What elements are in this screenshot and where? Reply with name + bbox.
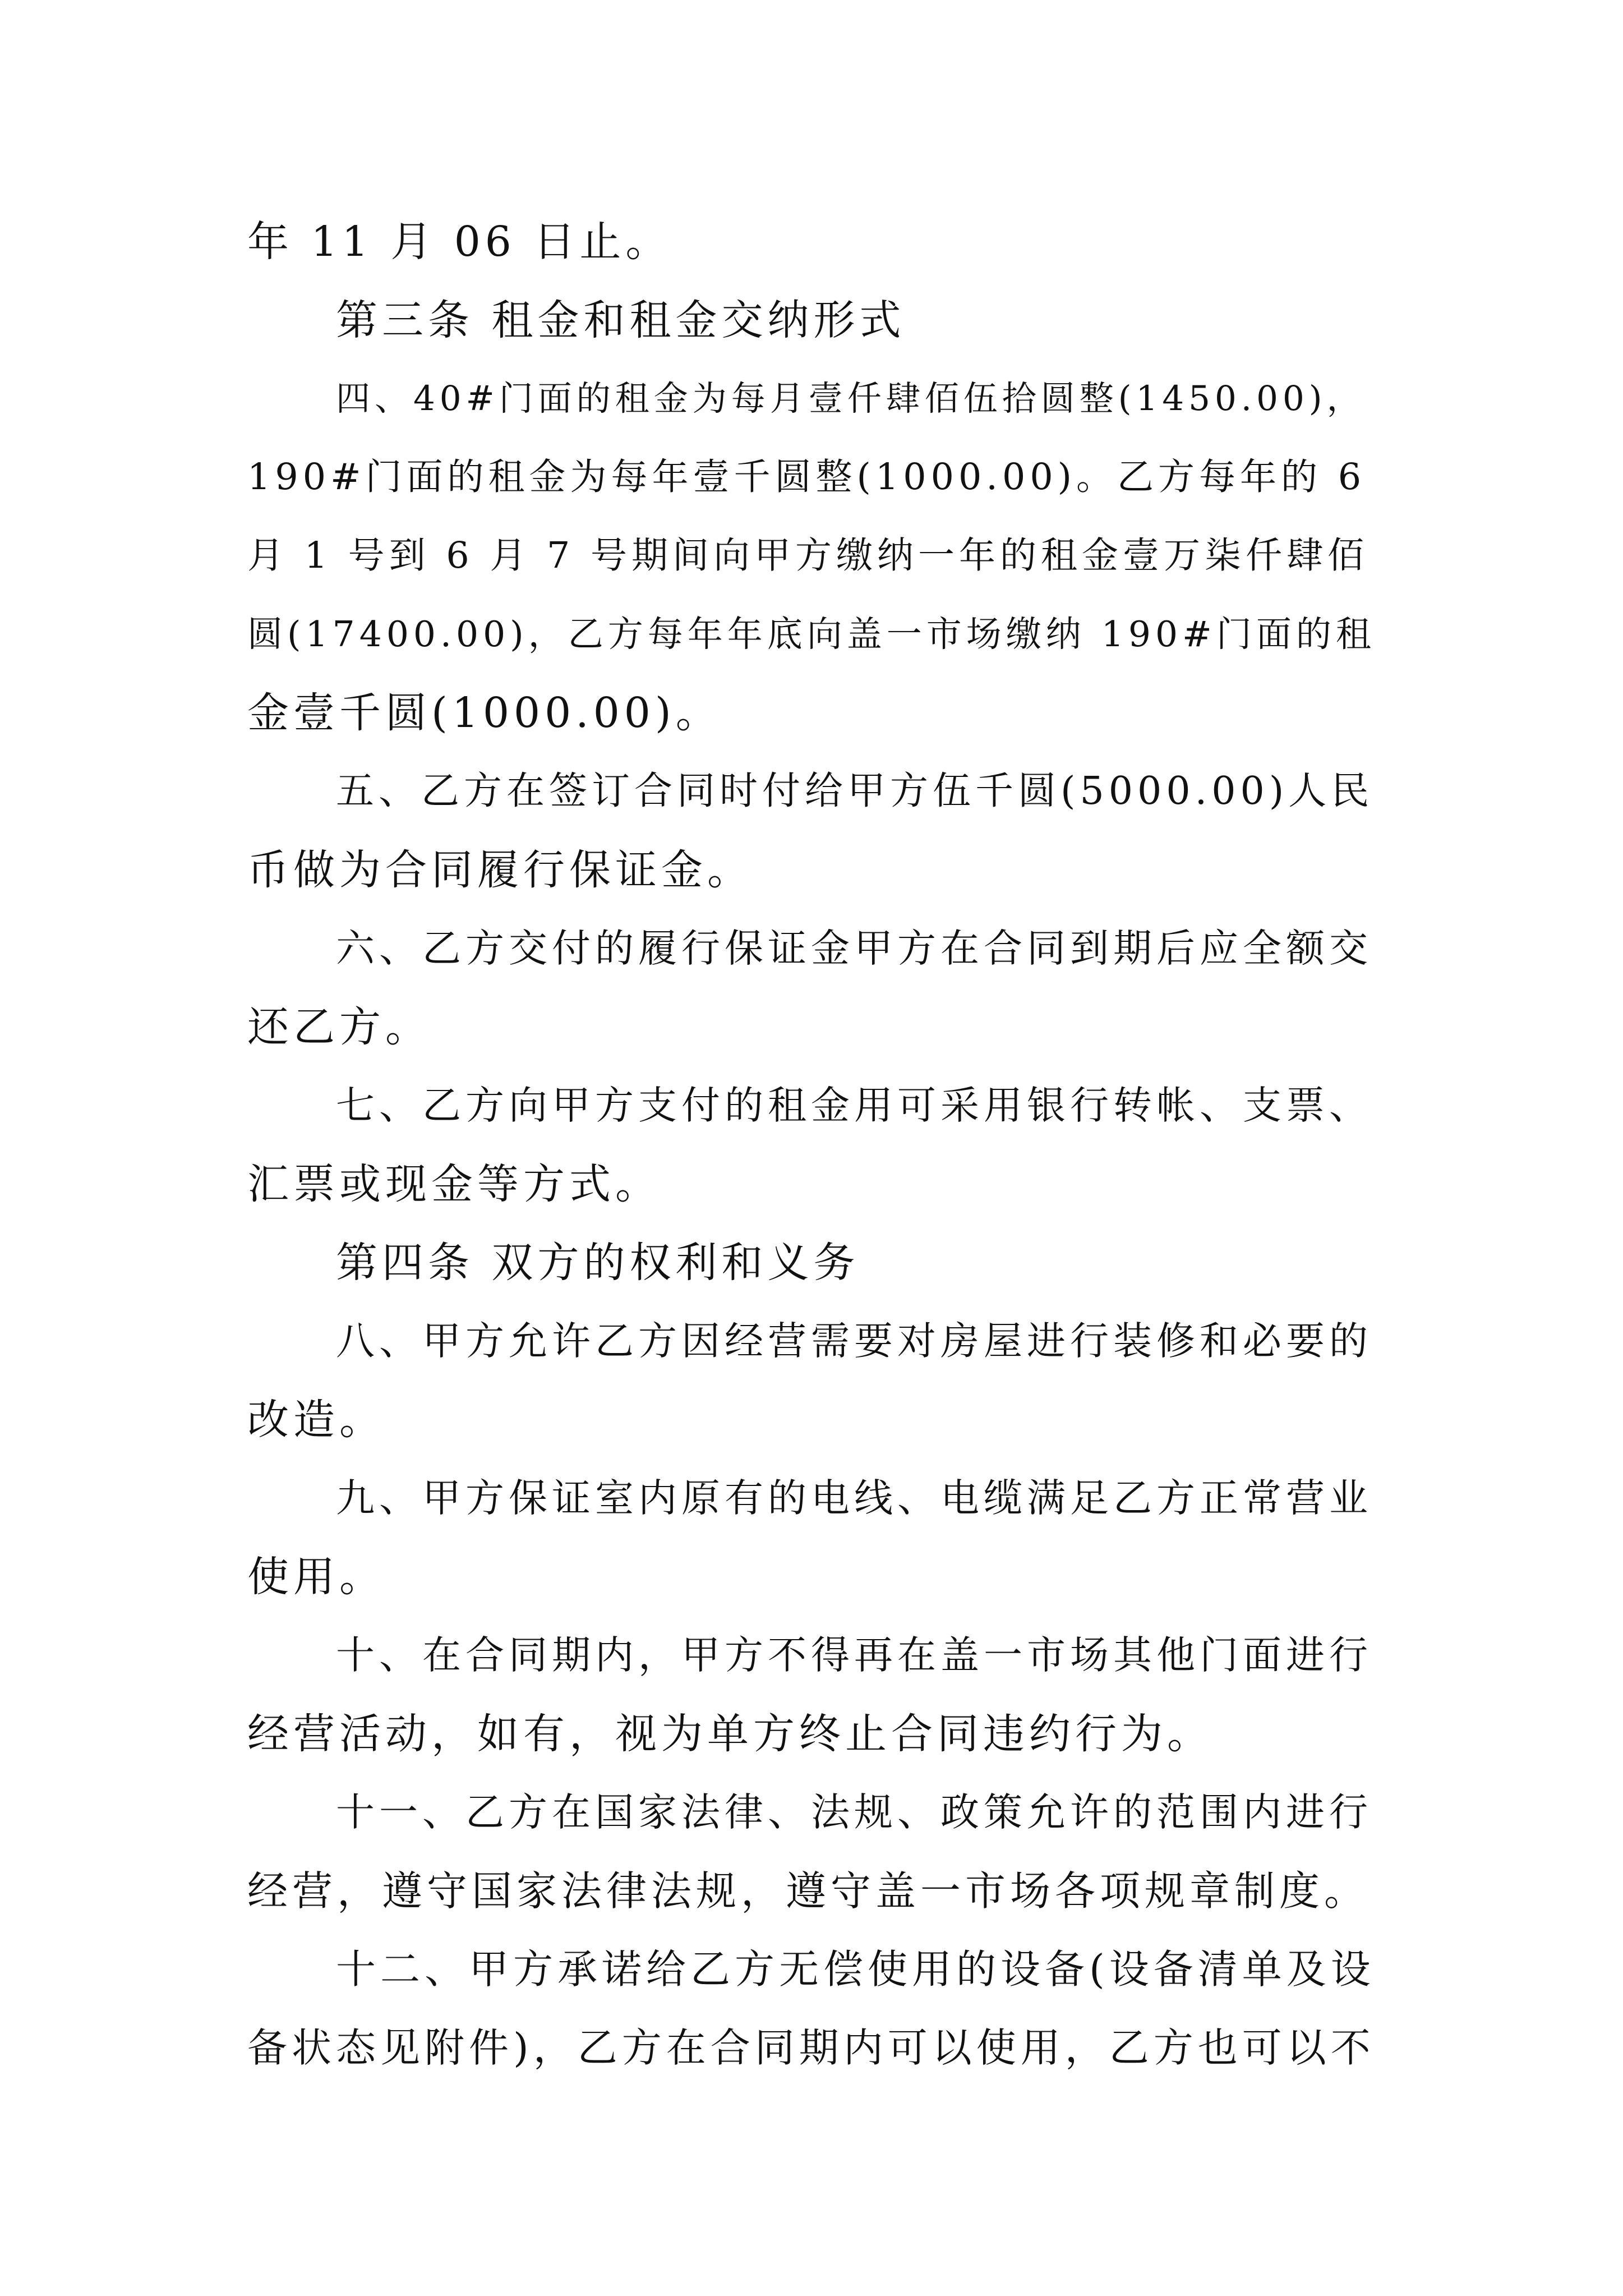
text-line: 经营，遵守国家法律法规，遵守盖一市场各项规章制度。	[247, 1867, 1370, 1915]
text-line: 金壹千圆(1000.00)。	[247, 689, 722, 737]
text-line: 圆(17400.00)，乙方每年年底向盖一市场缴纳 190#门面的租	[247, 614, 1376, 655]
section-heading: 第四条 双方的权利和义务	[336, 1239, 860, 1287]
text-line: 九、甲方保证室内原有的电线、电缆满足乙方正常营业	[336, 1476, 1372, 1521]
text-line: 190#门面的租金为每年壹千圆整(1000.00)。乙方每年的 6	[247, 456, 1366, 498]
text-line: 五、乙方在签订合同时付给甲方伍千圆(5000.00)人民	[336, 769, 1374, 813]
text-line: 备状态见附件)，乙方在合同期内可以使用，乙方也可以不	[247, 2024, 1375, 2071]
text-line: 年 11 月 06 日止。	[247, 218, 672, 266]
text-line: 十二、甲方承诺给乙方无偿使用的设备(设备清单及设	[336, 1946, 1375, 1993]
text-line: 汇票或现金等方式。	[247, 1160, 661, 1208]
text-line: 八、甲方允许乙方因经营需要对房屋进行装修和必要的	[336, 1319, 1372, 1364]
section-heading: 第三条 租金和租金交纳形式	[336, 296, 906, 344]
text-line: 四、40#门面的租金为每月壹仟肆佰伍拾圆整(1450.00)，	[336, 379, 1366, 418]
text-line: 十一、乙方在国家法律、法规、政策允许的范围内进行	[336, 1790, 1372, 1835]
text-line: 十、在合同期内，甲方不得再在盖一市场其他门面进行	[336, 1633, 1372, 1678]
text-line: 币做为合同履行保证金。	[247, 846, 753, 894]
text-line: 还乙方。	[247, 1003, 431, 1051]
text-line: 经营活动，如有，视为单方终止合同违约行为。	[247, 1710, 1213, 1758]
text-line: 使用。	[247, 1553, 385, 1601]
text-line: 改造。	[247, 1396, 385, 1444]
text-line: 七、乙方向甲方支付的租金用可采用银行转帐、支票、	[336, 1083, 1372, 1128]
text-line: 六、乙方交付的履行保证金甲方在合同到期后应全额交	[336, 926, 1372, 971]
text-line: 月 1 号到 6 月 7 号期间向甲方缴纳一年的租金壹万柒仟肆佰	[247, 535, 1369, 577]
